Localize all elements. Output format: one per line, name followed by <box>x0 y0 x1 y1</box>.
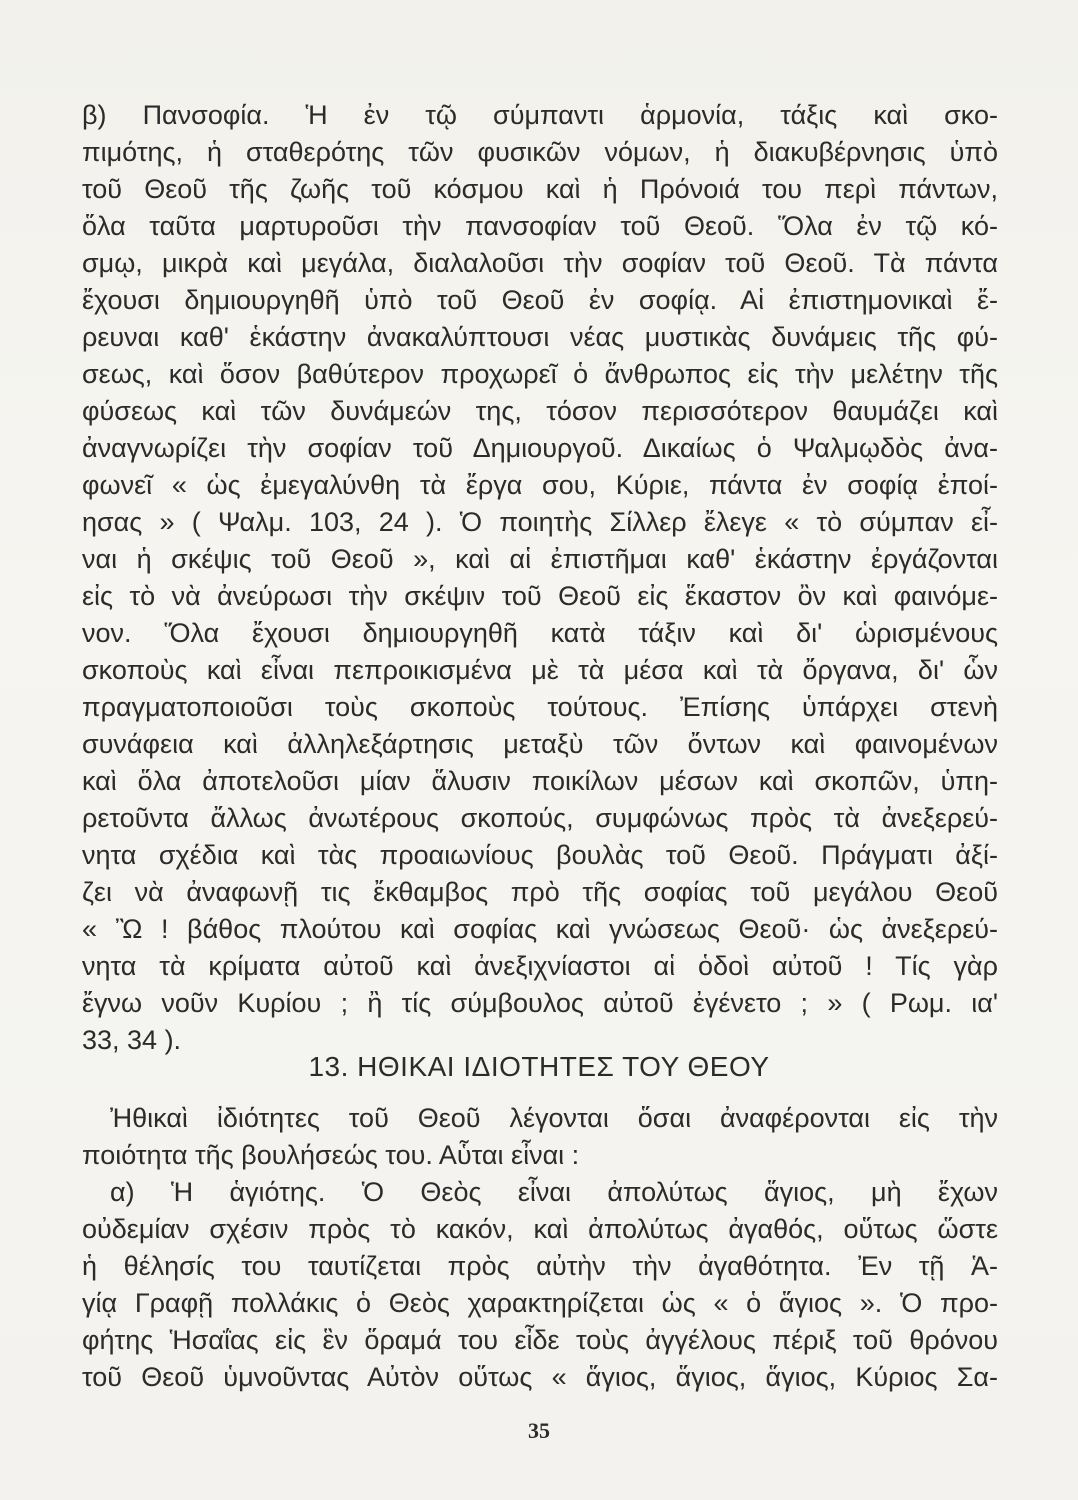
text-line: οὐδεμίαν σχέσιν πρὸς τὸ κακόν, καὶ ἀπολύτως ἀγαθός, οὕτως ὥστε <box>82 1214 998 1244</box>
text-line: νητα τὰ κρίματα αὐτοῦ καὶ ἀνεξιχνίαστοι αἱ ὁδοὶ αὐτοῦ ! Τίς γὰρ <box>82 951 998 981</box>
text-line: γίᾳ Γραφῇ πολλάκις ὁ Θεὸς χαρακτηρίζεται ὡς « ὁ ἅγιος ». Ὁ προ- <box>82 1288 998 1318</box>
text-line: β) Πανσοφία. Ἡ ἐν τῷ σύμπαντι ἁρμονία, τάξις καὶ σκο- <box>82 100 998 130</box>
text-line: « Ὢ ! βάθος πλούτου καὶ σοφίας καὶ γνώσεως Θεοῦ· ὡς ἀνεξερεύ- <box>82 914 998 944</box>
text-line: σμῳ, μικρὰ καὶ μεγάλα, διαλαλοῦσι τὴν σοφίαν τοῦ Θεοῦ. Τὰ πάντα <box>82 248 998 278</box>
text-line: ρευναι καθ' ἑκάστην ἀνακαλύπτουσι νέας μυστικὰς δυνάμεις τῆς φύ- <box>82 322 998 352</box>
text-line: φωνεῖ « ὡς ἐμεγαλύνθη τὰ ἔργα σου, Κύριε, πάντα ἐν σοφίᾳ ἐποί- <box>82 470 998 500</box>
text-line: εἰς τὸ νὰ ἀνεύρωσι τὴν σκέψιν τοῦ Θεοῦ εἰς ἕκαστον ὂν καὶ φαινόμε- <box>82 581 998 611</box>
text-line: σεως, καὶ ὅσον βαθύτερον προχωρεῖ ὁ ἄνθρωπος εἰς τὴν μελέτην τῆς <box>82 359 998 389</box>
text-line: φύσεως καὶ τῶν δυνάμεών της, τόσον περισσότερον θαυμάζει καὶ <box>82 396 998 426</box>
page-number: 35 <box>528 1418 550 1443</box>
text-line: συνάφεια καὶ ἀλληλεξάρτησις μεταξὺ τῶν ὄντων καὶ φαινομένων <box>82 729 998 759</box>
section-heading: 13. ΗΘΙΚΑΙ ΙΔΙΟΤΗΤΕΣ ΤΟΥ ΘΕΟΥ <box>308 1051 770 1082</box>
section-13-paragraph <box>82 1100 998 1396</box>
text-line: νητα σχέδια καὶ τὰς προαιωνίους βουλὰς τοῦ Θεοῦ. Πράγματι ἀξί- <box>82 840 998 870</box>
text-line: φήτης Ἡσαΐας εἰς ἓν ὅραμά του εἶδε τοὺς ἀγγέλους πέριξ τοῦ θρόνου <box>82 1325 998 1355</box>
text-line: ἀναγνωρίζει τὴν σοφίαν τοῦ Δημιουργοῦ. Δικαίως ὁ Ψαλμῳδὸς ἀνα- <box>82 433 998 463</box>
text-line: ὅλα ταῦτα μαρτυροῦσι τὴν πανσοφίαν τοῦ Θεοῦ. Ὅλα ἐν τῷ κό- <box>82 211 998 241</box>
text-line: πραγματοποιοῦσι τοὺς σκοποὺς τούτους. Ἐπίσης ὑπάρχει στενὴ <box>82 692 998 722</box>
text-line: Ἠθικαὶ ἰδιότητες τοῦ Θεοῦ λέγονται ὅσαι ἀναφέρονται εἰς τὴν <box>110 1103 998 1133</box>
text-line: 33, 34 ). <box>82 1025 182 1055</box>
text-line: ποιότητα τῆς βουλήσεώς του. Αὗται εἶναι : <box>82 1140 580 1170</box>
text-line: σκοποὺς καὶ εἶναι πεπροικισμένα μὲ τὰ μέσα καὶ τὰ ὄργανα, δι' ὧν <box>82 655 998 685</box>
text-line: ρετοῦντα ἄλλως ἀνωτέρους σκοπούς, συμφώνως πρὸς τὰ ἀνεξερεύ- <box>82 803 998 833</box>
text-line: ἔχουσι δημιουργηθῆ ὑπὸ τοῦ Θεοῦ ἐν σοφίᾳ. Αἱ ἐπιστημονικαὶ ἔ- <box>82 285 998 315</box>
text-line: ἡ θέλησίς του ταυτίζεται πρὸς αὐτὴν τὴν ἀγαθότητα. Ἐν τῇ Ἁ- <box>82 1251 998 1281</box>
text-line: ζει νὰ ἀναφωνῇ τις ἔκθαμβος πρὸ τῆς σοφίας τοῦ μεγάλου Θεοῦ <box>82 877 998 907</box>
text-line: ναι ἡ σκέψις τοῦ Θεοῦ », καὶ αἱ ἐπιστῆμαι καθ' ἑκάστην ἐργάζονται <box>82 544 998 574</box>
text-line: τοῦ Θεοῦ τῆς ζωῆς τοῦ κόσμου καὶ ἡ Πρόνοιά του περὶ πάντων, <box>82 174 998 204</box>
text-line: α) Ἡ ἁγιότης. Ὁ Θεὸς εἶναι ἀπολύτως ἅγιος, μὴ ἔχων <box>110 1177 998 1207</box>
text-line: νον. Ὅλα ἔχουσι δημιουργηθῆ κατὰ τάξιν καὶ δι' ὡρισμένους <box>82 618 998 648</box>
text-line: ἔγνω νοῦν Κυρίου ; ἢ τίς σύμβουλος αὐτοῦ ἐγένετο ; » ( Ρωμ. ια' <box>82 988 998 1018</box>
text-line: καὶ ὅλα ἀποτελοῦσι μίαν ἅλυσιν ποικίλων μέσων καὶ σκοπῶν, ὑπη- <box>82 766 998 796</box>
text-line: ησας » ( Ψαλμ. 103, 24 ). Ὁ ποιητὴς Σίλλερ ἔλεγε « τὸ σύμπαν εἶ- <box>82 507 998 537</box>
section-b-paragraph <box>82 97 998 1059</box>
text-line: πιμότης, ἡ σταθερότης τῶν φυσικῶν νόμων, ἡ διακυβέρνησις ὑπὸ <box>82 137 998 167</box>
text-line: τοῦ Θεοῦ ὑμνοῦντας Αὐτὸν οὕτως « ἅγιος, ἅγιος, ἅγιος, Κύριος Σα- <box>82 1362 998 1392</box>
